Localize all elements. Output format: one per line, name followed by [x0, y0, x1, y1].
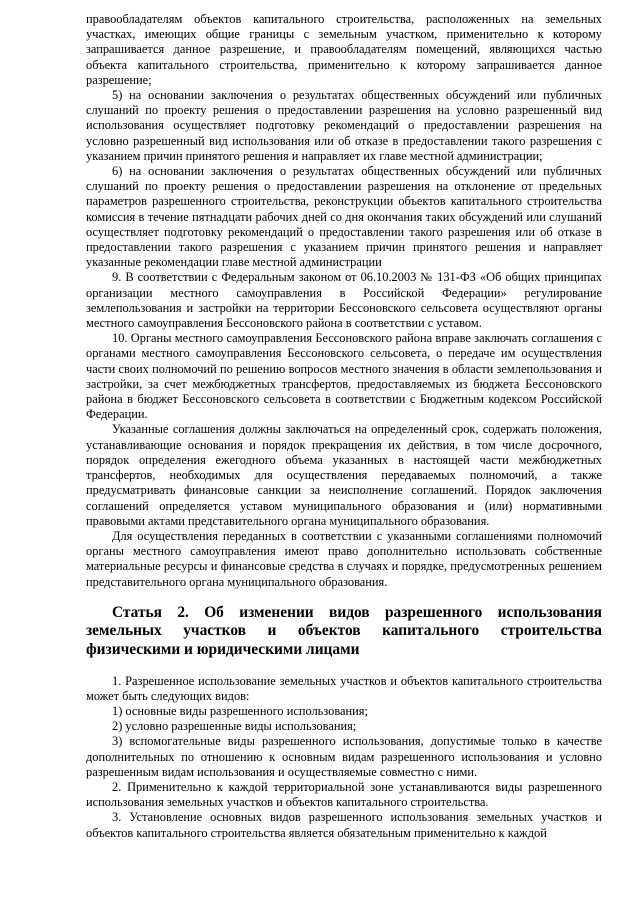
paragraph-resources: Для осуществления переданных в соответствии с указанными соглашениями полномочий органы местного самоуправления имеют право дополнительно использовать собственные материальные ресурсы и финансовые средства в случаях и порядке, предусмотренных решением представительного органа муниципального образования.: [86, 528, 602, 589]
article-heading: Статья 2. Об изменении видов разрешенного использования земельных участков и объектов капитального строительства физическими и юридическими лицами: [86, 603, 602, 658]
paragraph-9: 9. В соответствии с Федеральным законом от 06.10.2003 № 131-ФЗ «Об общих принципах организации местного самоуправления в Российской Федерации» регулирование землепользования и застройки на территории Бессоновского сельсовета осуществляют органы местного самоуправления Бессоновского района в соответствии с уставом.: [86, 270, 602, 331]
paragraph-item-5: 5) на основании заключения о результатах общественных обсуждений или публичных слушаний по проекту решения о предоставлении разрешения на условно разрешенный вид использования осуществляет подготовку рекомендаций о предоставлении разрешения на условно разрешенный вид использования или об отказе в предоставлении такого разрешения с указанием причин принятого решения и направляет их главе местной администрации;: [86, 88, 602, 163]
list-item-conditional-types: 2) условно разрешенные виды использования;: [112, 719, 357, 734]
paragraph-continuation: правообладателям объектов капитального строительства, расположенных на земельных участках, имеющих общие границы с земельным участком, применительно к которому запрашивается данное разрешение, и правообладателям помещений, являющихся частью объекта капитального строительства, применительно к которому запрашивается данное разрешение;: [86, 12, 602, 87]
paragraph-10: 10. Органы местного самоуправления Бессоновского района вправе заключать соглашения с органами местного самоуправления Бессоновского сельсовета, о передаче им осуществления части своих полномочий по решению вопросов местного значения в области землепользования и застройки, за счет межбюджетных трансфертов, предоставляемых из бюджета Бессоновского района в бюджет Бессоновского сельсовета в соответствии с Бюджетным кодексом Российской Федерации.: [86, 331, 602, 422]
paragraph-agreements: Указанные соглашения должны заключаться на определенный срок, содержать положения, устанавливающие основания и порядок прекращения их действия, в том числе досрочного, порядок определения ежегодного объема указанных в настоящей части межбюджетных трансфертов, необходимых для осуществления передаваемых полномочий, а также предусматривать финансовые санкции за неисполнение соглашений. Порядок заключения соглашений определяется уставом муниципального образования и (или) нормативными правовыми актами представительного органа муниципального образования.: [86, 422, 602, 528]
paragraph-zone-types: 2. Применительно к каждой территориальной зоне устанавливаются виды разрешенного использования земельных участков и объектов капитального строительства.: [86, 779, 602, 810]
list-item-main-types: 1) основные виды разрешенного использования;: [112, 703, 368, 718]
list-item-auxiliary-types: 3) вспомогательные виды разрешенного использования, допустимые только в качестве дополнительных по отношению к основным видам разрешенного использования и условно разрешенным видам использования и осуществляемые совместно с ними.: [86, 734, 602, 779]
paragraph-types-intro: 1. Разрешенное использование земельных участков и объектов капитального строительства может быть следующих видов:: [86, 673, 602, 703]
document-page: [86, 12, 602, 841]
paragraph-main-types-mandatory: 3. Установление основных видов разрешенного использования земельных участков и объектов капитального строительства является обязательным применительно к каждой: [86, 810, 602, 840]
paragraph-item-6: 6) на основании заключения о результатах общественных обсуждений или публичных слушаний по проекту решения о предоставлении разрешения на отклонение от предельных параметров разрешенного строительства, реконструкции объектов капитального строительства комиссия в течение пятнадцати рабочих дней со дня окончания таких обсуждений или слушаний осуществляет подготовку рекомендаций о предоставлении такого разрешения или об отказе в предоставлении такого разрешения с указанием причин принятого решения и направляет указанные рекомендации главе местной администрации: [86, 164, 602, 270]
